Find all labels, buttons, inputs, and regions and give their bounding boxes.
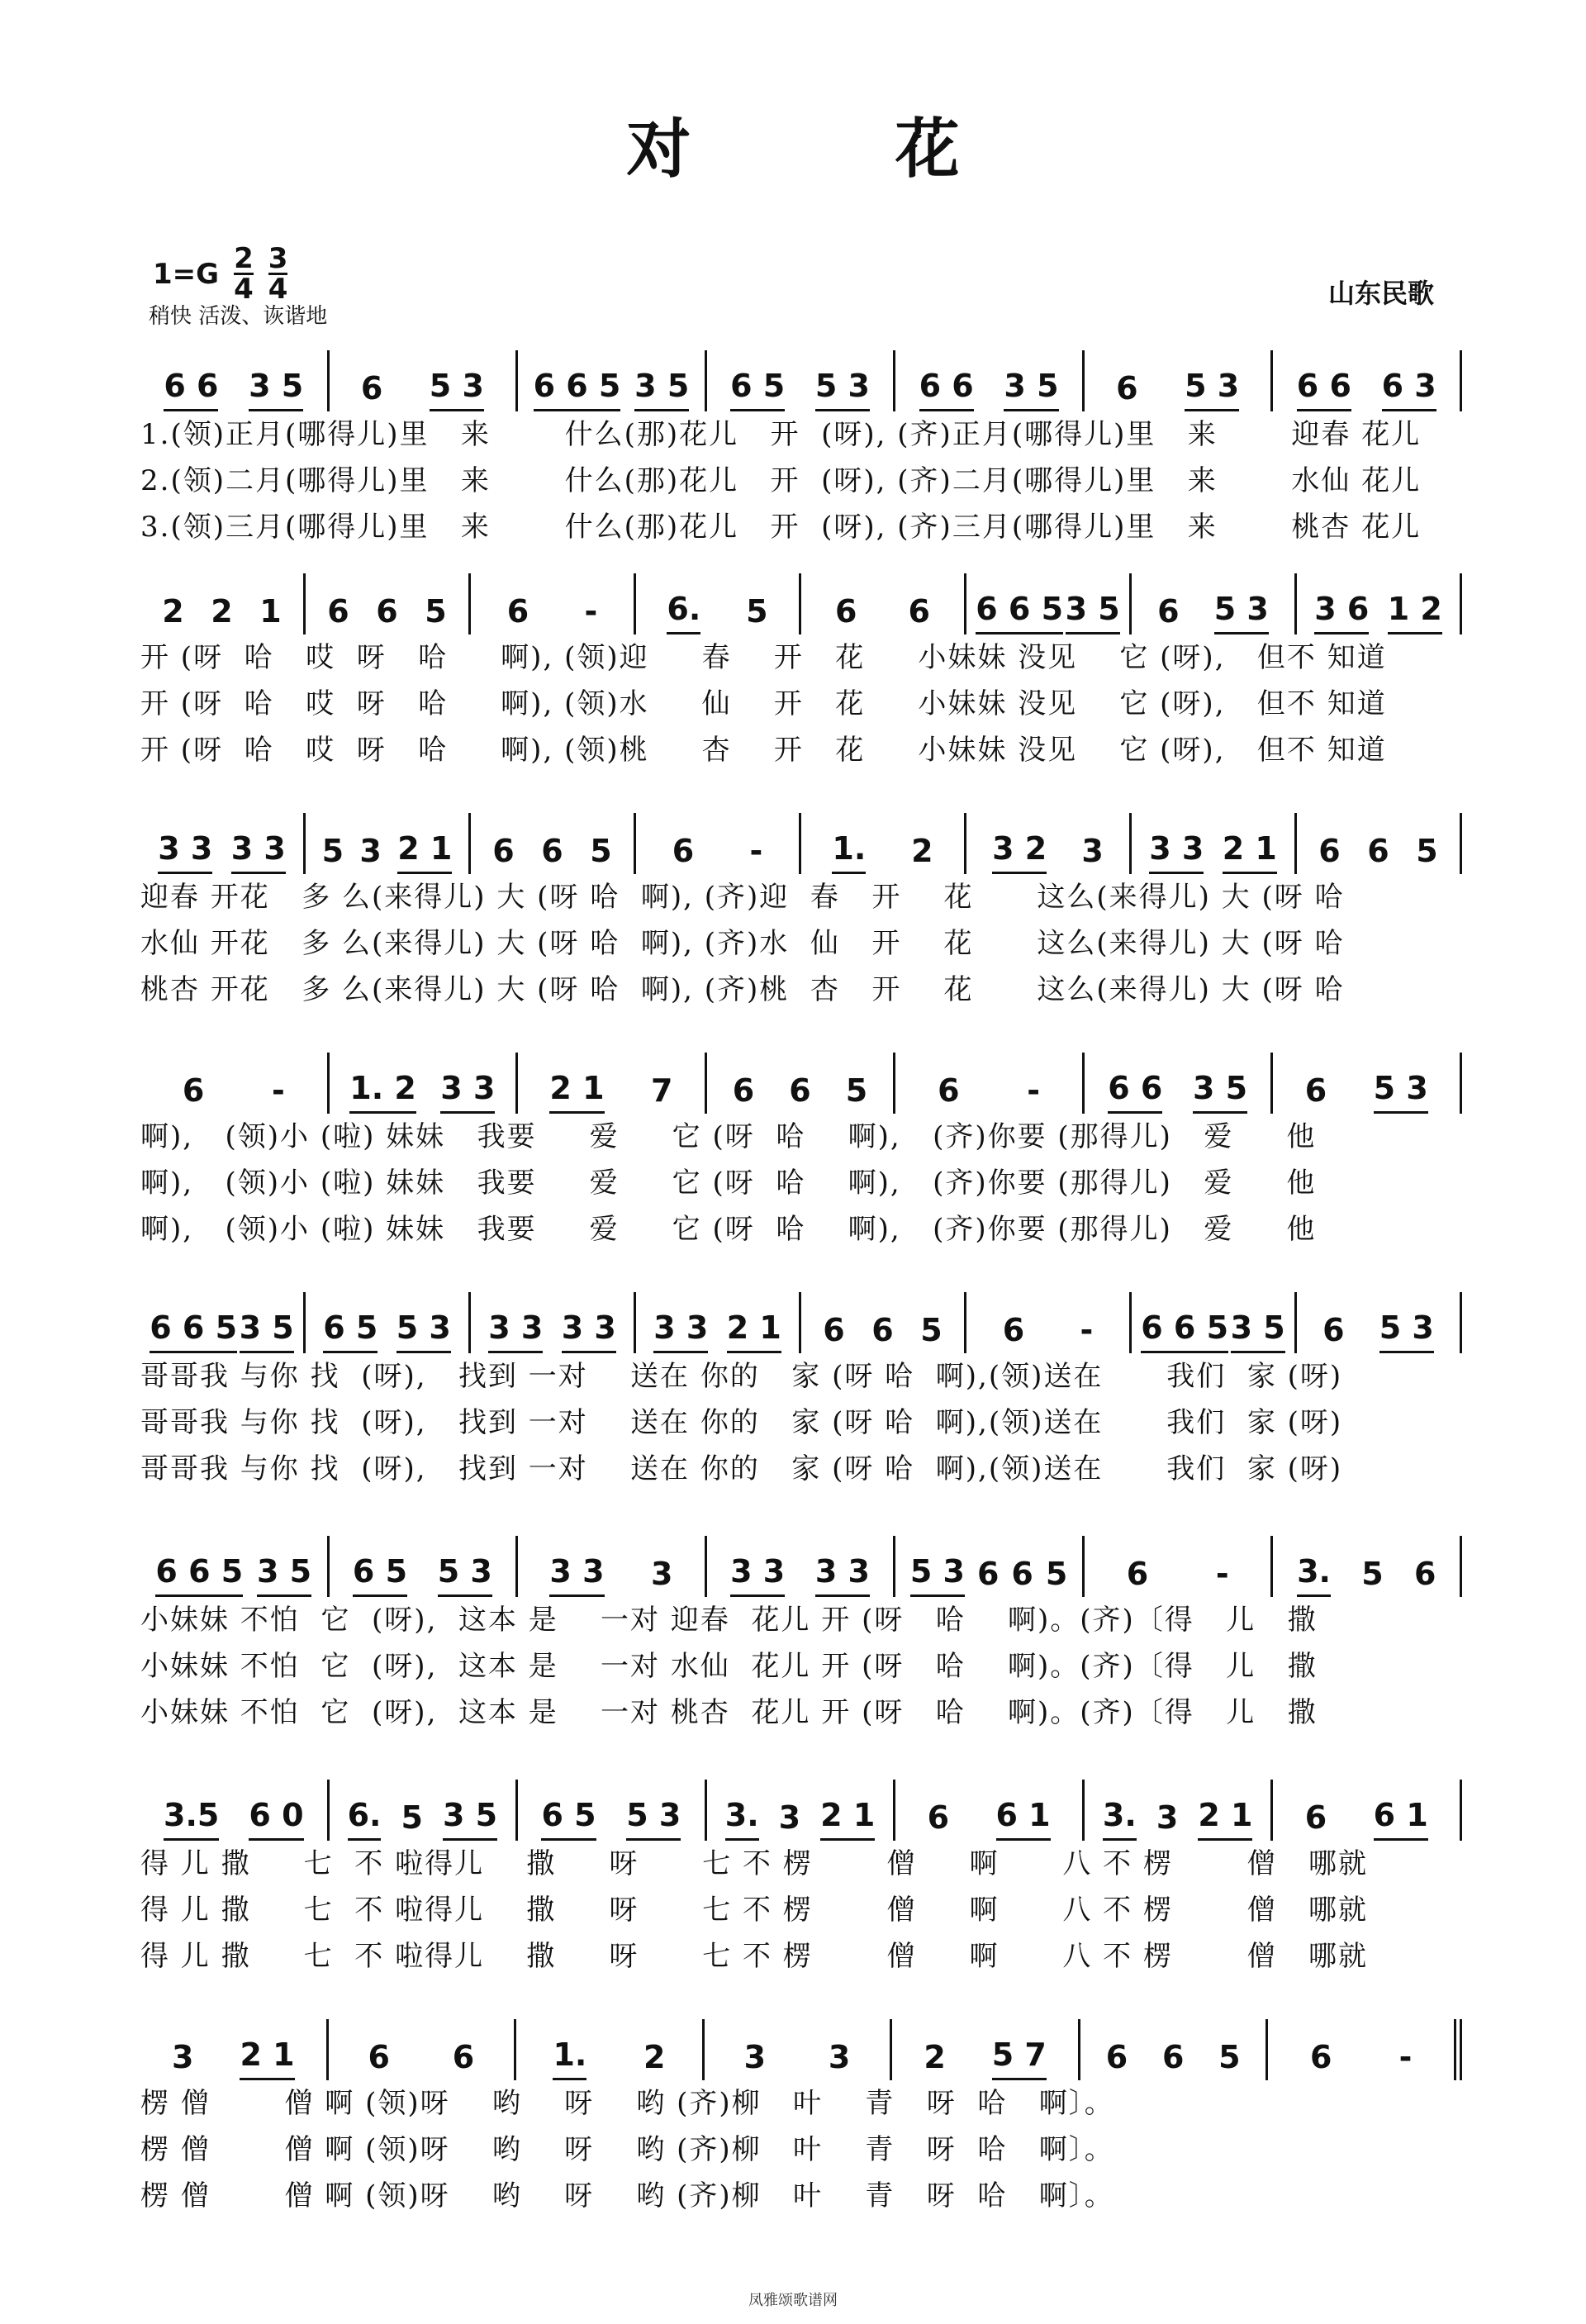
- note-group: -: [1215, 1556, 1229, 1592]
- note-group: 6 3: [1382, 368, 1436, 411]
- note-group: 6: [1116, 370, 1138, 406]
- lyric-line-verse-2: 哥哥我 与你 找 (呀), 找到 一对 送在 你的 家 (呀 哈 啊),(领)送在 我们 家 (呀): [140, 1406, 1343, 1439]
- note-group: 6: [976, 1556, 1000, 1592]
- note-group: 5 3: [1185, 368, 1239, 411]
- measure: [801, 573, 966, 634]
- note-group: 6: [182, 1072, 205, 1109]
- measure: [140, 1536, 330, 1597]
- note-group: 2: [162, 593, 184, 630]
- note-group: 1: [259, 593, 282, 630]
- measure: [966, 1292, 1132, 1353]
- measure: [1085, 1053, 1274, 1114]
- lyric-line-verse-3: 楞 僧 僧 啊 (领)呀 哟 呀 哟 (齐)柳 叶 青 呀 哈 啊〕。: [140, 2179, 1114, 2212]
- note-group: 6: [871, 1312, 894, 1348]
- measure: [1080, 2019, 1269, 2080]
- note-group: 6: [452, 2039, 475, 2075]
- note-group: 3 5: [1004, 368, 1058, 411]
- note-group: 5 3: [1214, 591, 1269, 634]
- measure: [140, 1053, 330, 1114]
- lyric-line-verse-3: 哥哥我 与你 找 (呀), 找到 一对 送在 你的 家 (呀 哈 啊),(领)送在 我们 家 (呀): [140, 1452, 1343, 1485]
- measure: [330, 1780, 519, 1841]
- note-group: 5: [1218, 2039, 1241, 2075]
- measure: [518, 350, 707, 411]
- notation-line: [140, 1289, 1462, 1353]
- note-group: 2 1: [397, 830, 452, 874]
- measure: [636, 813, 801, 874]
- note-group: 3 5: [634, 368, 689, 411]
- note-group: 3: [1156, 1799, 1179, 1836]
- note-group: 3 5: [1066, 591, 1120, 634]
- note-group: 6: [368, 2039, 390, 2075]
- note-group: 6 5: [541, 1797, 596, 1841]
- note-group: 3 2: [992, 830, 1047, 874]
- note-group: 3.: [1103, 1797, 1137, 1841]
- note-group: 3 3: [231, 830, 286, 874]
- note-group: 6: [732, 1072, 755, 1109]
- note-group: 6 6 5: [976, 591, 1063, 634]
- measure: [707, 1053, 896, 1114]
- note-group: 6.: [348, 1797, 382, 1841]
- lyric-line-verse-2: 水仙 开花 多 么(来得儿) 大 (呀 哈 啊), (齐)水 仙 开 花 这么(来得儿) 大 (呀 哈: [140, 927, 1345, 960]
- note-group: 3 3: [730, 1553, 785, 1597]
- note-group: 6 0: [249, 1797, 303, 1841]
- note-group: 6: [360, 370, 383, 406]
- measure: [1297, 1292, 1462, 1353]
- measure: [1273, 1780, 1462, 1841]
- note-group: 6: [492, 833, 515, 869]
- lyric-line-verse-2: 得 儿 撒 七 不 啦得儿 撒 呀 七 不 楞 僧 啊 八 不 楞 僧 哪就: [140, 1894, 1369, 1927]
- note-group: 5: [746, 593, 768, 630]
- notation-line: [140, 570, 1462, 634]
- note-group: 5: [1416, 833, 1438, 869]
- lyric-line-verse-3: 小妹妹 不怕 它 (呀), 这本 是 一对 桃杏 花儿 开 (呀 哈 啊)。(齐)〔得 儿 撒: [140, 1696, 1318, 1729]
- measure: [895, 1536, 1085, 1597]
- note-group: 3 3: [1149, 830, 1204, 874]
- note-group: 6: [1310, 2039, 1332, 2075]
- note-group: 6: [1105, 2039, 1128, 2075]
- note-group: 2: [643, 2039, 666, 2075]
- measure: [707, 350, 896, 411]
- lyric-line-verse-2: 开 (呀 哈 哎 呀 哈 啊), (领)水 仙 开 花 小妹妹 没见 它 (呀), 但不 知道: [140, 687, 1387, 720]
- lyric-line-verse-1: 迎春 开花 多 么(来得儿) 大 (呀 哈 啊), (齐)迎 春 开 花 这么(来得儿) 大 (呀 哈: [140, 881, 1345, 914]
- notation-line: [140, 810, 1462, 874]
- lyric-line-verse-2: 楞 僧 僧 啊 (领)呀 哟 呀 哟 (齐)柳 叶 青 呀 哈 啊〕。: [140, 2133, 1114, 2166]
- note-group: 5 3: [1379, 1309, 1434, 1353]
- notation-line: [140, 1533, 1462, 1597]
- note-group: 3 5: [257, 1553, 311, 1597]
- measure: [1132, 573, 1297, 634]
- notation-line: [140, 1049, 1462, 1114]
- measure: [330, 350, 519, 411]
- note-group: 6 6 5: [534, 368, 621, 411]
- measure: [892, 2019, 1080, 2080]
- note-group: 5: [1361, 1556, 1384, 1592]
- measure: [518, 1780, 707, 1841]
- music-system: [140, 1533, 1462, 1736]
- note-group: 6 6: [164, 368, 218, 411]
- note-group: 6 6: [919, 368, 974, 411]
- note-group: -: [1398, 2039, 1413, 2075]
- lyric-line-verse-1: 啊), (领)小 (啦) 妹妹 我要 爱 它 (呀 哈 啊), (齐)你要 (那得儿) 爱 他: [140, 1120, 1317, 1153]
- note-group: 3 5: [1193, 1070, 1247, 1114]
- note-group: 2 1: [727, 1309, 781, 1353]
- lyric-line-verse-2: 啊), (领)小 (啦) 妹妹 我要 爱 它 (呀 哈 啊), (齐)你要 (那得儿) 爱 他: [140, 1167, 1317, 1200]
- note-group: 6: [1318, 833, 1341, 869]
- measure: [518, 1053, 707, 1114]
- note-group: 5 3: [815, 368, 870, 411]
- note-group: 6: [823, 1312, 845, 1348]
- measure: [1297, 573, 1462, 634]
- note-group: 3: [778, 1799, 801, 1836]
- measure: [1273, 350, 1462, 411]
- lyric-line-verse-1: 小妹妹 不怕 它 (呀), 这本 是 一对 迎春 花儿 开 (呀 哈 啊)。(齐)〔得 儿 撒: [140, 1604, 1318, 1637]
- lyric-line-verse-3: 3.(领)三月(哪得儿)里 来 什么(那)花儿 开 (呀), (齐)三月(哪得儿)里 来 桃杏 花儿: [140, 511, 1422, 544]
- measure: [801, 813, 966, 874]
- lyric-line-verse-3: 啊), (领)小 (啦) 妹妹 我要 爱 它 (呀 哈 啊), (齐)你要 (那得儿) 爱 他: [140, 1213, 1317, 1246]
- lyric-line-verse-1: 得 儿 撒 七 不 啦得儿 撒 呀 七 不 楞 僧 啊 八 不 楞 僧 哪就: [140, 1847, 1369, 1880]
- tempo-marking: 稍快 活泼、诙谐地: [149, 304, 328, 329]
- note-group: 1.: [832, 830, 866, 874]
- music-system: [140, 570, 1462, 773]
- note-group: 3 5: [1231, 1309, 1285, 1353]
- measure: [1297, 813, 1462, 874]
- note-group: 6: [1126, 1556, 1149, 1592]
- lyric-line-verse-2: 2.(领)二月(哪得儿)里 来 什么(那)花儿 开 (呀), (齐)二月(哪得儿)里 来 水仙 花儿: [140, 464, 1422, 497]
- note-group: 6: [927, 1799, 950, 1836]
- note-group: 3 5: [443, 1797, 497, 1841]
- note-group: 3 3: [488, 1309, 543, 1353]
- measure: [636, 1292, 801, 1353]
- note-group: 5: [590, 833, 612, 869]
- note-group: 6: [1322, 1312, 1345, 1348]
- lyric-line-verse-1: 楞 僧 僧 啊 (领)呀 哟 呀 哟 (齐)柳 叶 青 呀 哈 啊〕。: [140, 2087, 1114, 2120]
- measure: [705, 2019, 893, 2080]
- note-group: -: [749, 833, 763, 869]
- note-group: 3 3: [549, 1553, 604, 1597]
- lyric-line-verse-1: 1.(领)正月(哪得儿)里 来 什么(那)花儿 开 (呀), (齐)正月(哪得儿)里 来 迎春 花儿: [140, 418, 1422, 451]
- note-group: 6: [1002, 1312, 1025, 1348]
- lyric-line-verse-2: 小妹妹 不怕 它 (呀), 这本 是 一对 水仙 花儿 开 (呀 哈 啊)。(齐)〔得 儿 撒: [140, 1650, 1318, 1683]
- note-group: 5: [321, 833, 344, 869]
- measure: [1132, 1292, 1297, 1353]
- note-group: 5: [425, 593, 447, 630]
- note-group: 6 1: [1374, 1797, 1428, 1841]
- note-group: 1 2: [1388, 591, 1442, 634]
- measure: [330, 1536, 519, 1597]
- measure: [471, 573, 636, 634]
- measure: [140, 813, 306, 874]
- measure: [1273, 1053, 1462, 1114]
- measure: [895, 350, 1085, 411]
- note-group: 1.: [553, 2036, 586, 2080]
- note-group: 6 6 5: [150, 1309, 237, 1353]
- music-system: [140, 1049, 1462, 1252]
- measure: [306, 573, 471, 634]
- measure: [306, 813, 471, 874]
- note-group: 6 6 5: [155, 1553, 243, 1597]
- measure: [801, 1292, 966, 1353]
- note-group: -: [271, 1072, 285, 1109]
- note-group: 3: [651, 1556, 673, 1592]
- note-group: 3: [359, 833, 382, 869]
- measure: [140, 573, 306, 634]
- measure: [516, 2019, 705, 2080]
- time-signature-1: $\frac{2}{4}$: [234, 242, 254, 306]
- notation-line: [140, 347, 1462, 411]
- note-group: 6.: [667, 591, 700, 634]
- measure: [1085, 1536, 1274, 1597]
- lyric-line-verse-3: 开 (呀 哈 哎 呀 哈 啊), (领)桃 杏 开 花 小妹妹 没见 它 (呀), 但不 知道: [140, 734, 1387, 767]
- note-group: 5: [845, 1072, 868, 1109]
- note-group: 2 1: [1223, 830, 1277, 874]
- note-group: 6: [1367, 833, 1389, 869]
- key-label: 1=G: [153, 257, 220, 291]
- music-system: [140, 347, 1462, 550]
- note-group: 6: [908, 593, 930, 630]
- note-group: 6: [376, 593, 398, 630]
- note-group: 6: [1304, 1072, 1327, 1109]
- note-group: 2: [924, 2039, 946, 2075]
- note-group: 6 6 5: [1141, 1309, 1228, 1353]
- note-group: 6 5: [353, 1553, 407, 1597]
- measure: [140, 1780, 330, 1841]
- note-group: 6: [506, 593, 529, 630]
- music-system: [140, 1289, 1462, 1492]
- note-group: 5 3: [396, 1309, 451, 1353]
- measure: [895, 1780, 1085, 1841]
- note-group: 5 3: [430, 368, 484, 411]
- measure: [330, 1053, 519, 1114]
- lyric-line-verse-1: 哥哥我 与你 找 (呀), 找到 一对 送在 你的 家 (呀 哈 啊),(领)送在 我们 家 (呀): [140, 1360, 1343, 1393]
- notation-line: [140, 2016, 1462, 2080]
- music-system: [140, 1776, 1462, 1979]
- note-group: 3 6: [1314, 591, 1369, 634]
- note-group: 3: [1081, 833, 1104, 869]
- note-group: 6: [789, 1072, 811, 1109]
- song-title: 对 花: [626, 112, 1051, 187]
- measure: [140, 2019, 329, 2080]
- lyric-line-verse-3: 桃杏 开花 多 么(来得儿) 大 (呀 哈 啊), (齐)桃 杏 开 花 这么(来得儿) 大 (呀 哈: [140, 973, 1345, 1006]
- note-group: 2 1: [1198, 1797, 1252, 1841]
- note-group: 6: [938, 1072, 960, 1109]
- time-signature-2: $\frac{3}{4}$: [268, 242, 288, 306]
- measure: [1085, 350, 1274, 411]
- note-group: 6: [1011, 1556, 1033, 1592]
- note-group: 6 5: [323, 1309, 378, 1353]
- note-group: 3: [743, 2039, 767, 2075]
- footer-watermark: 凤雅颂歌谱网: [748, 2292, 838, 2309]
- note-group: 1. 2: [349, 1070, 416, 1114]
- note-group: 3.5: [164, 1797, 219, 1841]
- note-group: 2: [911, 833, 933, 869]
- lyric-line-verse-3: 得 儿 撒 七 不 啦得儿 撒 呀 七 不 楞 僧 啊 八 不 楞 僧 哪就: [140, 1940, 1369, 1973]
- note-group: 5 3: [626, 1797, 681, 1841]
- note-group: 3 3: [440, 1070, 495, 1114]
- measure: [140, 1292, 306, 1353]
- note-group: 6: [1161, 2039, 1185, 2075]
- note-group: 3 3: [158, 830, 212, 874]
- measure: [966, 573, 1132, 634]
- notation-line: [140, 1776, 1462, 1841]
- note-group: 2: [211, 593, 233, 630]
- note-group: 3 3: [815, 1553, 870, 1597]
- note-group: 6 5: [730, 368, 785, 411]
- note-group: 6: [541, 833, 563, 869]
- note-group: -: [1027, 1072, 1041, 1109]
- measure: [1273, 1536, 1462, 1597]
- note-group: 5: [401, 1799, 423, 1836]
- note-group: 6: [835, 593, 857, 630]
- note-group: 5 3: [910, 1553, 965, 1597]
- song-origin: 山东民歌: [1328, 278, 1435, 309]
- measure: [306, 1292, 471, 1353]
- note-group: 3.: [1297, 1553, 1331, 1597]
- note-group: 2 1: [820, 1797, 875, 1841]
- note-group: 6: [1304, 1799, 1327, 1836]
- note-group: 3: [172, 2039, 194, 2075]
- note-group: 6 1: [996, 1797, 1051, 1841]
- measure: [707, 1536, 896, 1597]
- measure: [140, 350, 330, 411]
- note-group: 5 3: [1374, 1070, 1428, 1114]
- measure: [1268, 2019, 1462, 2080]
- note-group: 3 3: [653, 1309, 708, 1353]
- note-group: 2 1: [549, 1070, 604, 1114]
- key-signature: [153, 242, 288, 306]
- note-group: 6: [327, 593, 349, 630]
- note-group: 5 7: [992, 2036, 1047, 2080]
- measure: [636, 573, 801, 634]
- note-group: 5: [1045, 1556, 1068, 1592]
- note-group: 3 3: [562, 1309, 616, 1353]
- measure: [471, 813, 636, 874]
- note-group: 6 6: [1297, 368, 1351, 411]
- music-system: [140, 2016, 1462, 2219]
- note-group: 6: [672, 833, 695, 869]
- note-group: 5: [920, 1312, 943, 1348]
- note-group: 2 1: [240, 2036, 294, 2080]
- measure: [707, 1780, 896, 1841]
- measure: [329, 2019, 517, 2080]
- note-group: 3: [828, 2039, 851, 2075]
- note-group: 6: [1413, 1556, 1436, 1592]
- measure: [471, 1292, 636, 1353]
- note-group: 5 3: [438, 1553, 492, 1597]
- note-group: 3 5: [249, 368, 303, 411]
- measure: [1085, 1780, 1274, 1841]
- note-group: -: [1080, 1312, 1094, 1348]
- note-group: 3.: [725, 1797, 759, 1841]
- note-group: 7: [651, 1072, 673, 1109]
- note-group: 3 5: [240, 1309, 294, 1353]
- music-system: [140, 810, 1462, 1013]
- note-group: 6 6: [1108, 1070, 1162, 1114]
- measure: [966, 813, 1132, 874]
- measure: [895, 1053, 1085, 1114]
- note-group: -: [584, 593, 598, 630]
- note-group: 6: [1157, 593, 1180, 630]
- measure: [518, 1536, 707, 1597]
- measure: [1132, 813, 1297, 874]
- lyric-line-verse-1: 开 (呀 哈 哎 呀 哈 啊), (领)迎 春 开 花 小妹妹 没见 它 (呀), 但不 知道: [140, 641, 1387, 674]
